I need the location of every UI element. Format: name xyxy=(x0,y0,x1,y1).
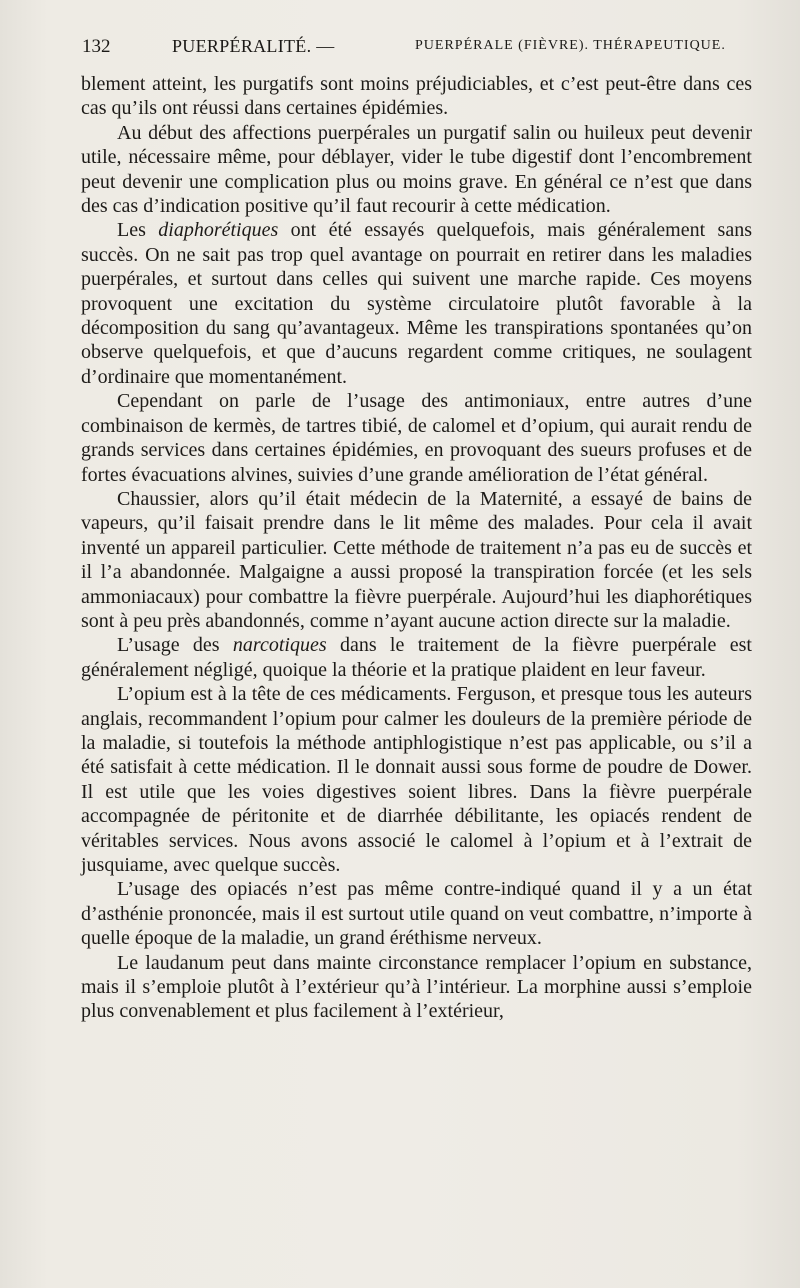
paragraph-3-rest: ont été essayés quelquefois, mais généralement sans succès. On ne sait pas trop quel avantage on pourrait en retirer dans les maladies puerpérales, et surtout dans celles qui suivent une marche rapide. Ces moyens provoquent une excitation du système circulatoire plutôt favorable à la décomposition du sang qu’avantageux. Même les transpirations spontanées qu’on observe quelquefois, et que d’aucuns regardent comme critiques, ne soulagent d’ordinaire que momentanément. xyxy=(81,219,752,388)
paragraph-2: Au début des affections puerpérales un purgatif salin ou huileux peut devenir utile, nécessaire même, pour déblayer, vider le tube digestif dont l’encombrement peut devenir une complication plus ou moins grave. En général ce n’est que dans des cas d’indication positive qu’il faut recourir à cette médication. xyxy=(81,121,752,218)
paragraph-9: Le laudanum peut dans mainte circonstance remplacer l’opium en substance, mais il s’emploie plutôt à l’extérieur qu’à l’intérieur. La morphine aussi s’emploie plus convenablement et plus facilement à l’extérieur, xyxy=(81,951,752,1023)
page-number: 132 xyxy=(82,36,111,57)
paragraph-6-rest: dans le traitement de la fièvre puerpérale est généralement négligé, quoique la théorie et la pratique plaident en leur faveur. xyxy=(81,634,752,681)
paragraph-7: L’opium est à la tête de ces médicaments. Ferguson, et presque tous les auteurs anglais, recommandent l’opium pour calmer les douleurs de la première période de la maladie, si toutefois la méthode antiphlogistique n’est pas applicable, ou s’il a été satisfait à cette médication. Il le donnait aussi sous forme de poudre de Dower. Il est utile que les voies digestives soient libres. Dans la fièvre puerpérale accompagnée de péritonite et de diarrhée débilitante, les opiacés rendent de véritables services. Nous avons associé le calomel à l’opium et à l’extrait de jusquiame, avec quelque succès. xyxy=(81,683,752,876)
paragraph-8: L’usage des opiacés n’est pas même contre-indiqué quand il y a un état d’asthénie prononcée, mais il est surtout utile quand on veut combattre, n’importe à quelle époque de la maladie, un grand éréthisme nerveux. xyxy=(81,878,752,950)
running-subtitle: PUERPÉRALE (FIÈVRE). THÉRAPEUTIQUE. xyxy=(415,38,726,53)
body-text xyxy=(81,72,752,1024)
paragraph-4: Cependant on parle de l’usage des antimoniaux, entre autres d’une combinaison de kermès, de tartres tibié, de calomel et d’opium, qui aurait rendu de grands services dans certaines épidémies, en provoquant des sueurs profuses et de fortes évacuations alvines, suivies d’une grande amélioration de l’état général. xyxy=(81,390,752,486)
running-title xyxy=(172,36,335,57)
paragraph-3 xyxy=(81,218,752,389)
paragraph-3-lead: Les xyxy=(117,219,159,242)
term-narcotiques: narcotiques xyxy=(232,634,327,657)
term-diaphoretiques: diaphorétiques xyxy=(158,219,279,242)
paragraph-1: blement atteint, les purgatifs sont moins préjudiciables, et c’est peut-être dans ces cas qu’ils ont réussi dans certaines épidémies. xyxy=(81,73,752,120)
running-head xyxy=(82,36,752,62)
running-title-dash: — xyxy=(316,36,335,56)
running-title-text: PUERPÉRALITÉ. xyxy=(172,36,312,56)
paragraph-6 xyxy=(81,633,752,682)
paragraph-6-lead: L’usage des xyxy=(117,634,233,657)
paragraph-5: Chaussier, alors qu’il était médecin de la Maternité, a essayé de bains de vapeurs, qu’il faisait prendre dans le lit même des malades. Pour cela il avait inventé un appareil particulier. Cette méthode de traitement n’a pas eu de succès et il l’a abandonnée. Malgaigne a aussi proposé la transpiration forcée (et les sels ammoniacaux) pour combattre la fièvre puerpérale. Aujourd’hui les diaphorétiques sont à peu près abandonnés, comme n’ayant aucune action directe sur la maladie. xyxy=(81,487,752,632)
